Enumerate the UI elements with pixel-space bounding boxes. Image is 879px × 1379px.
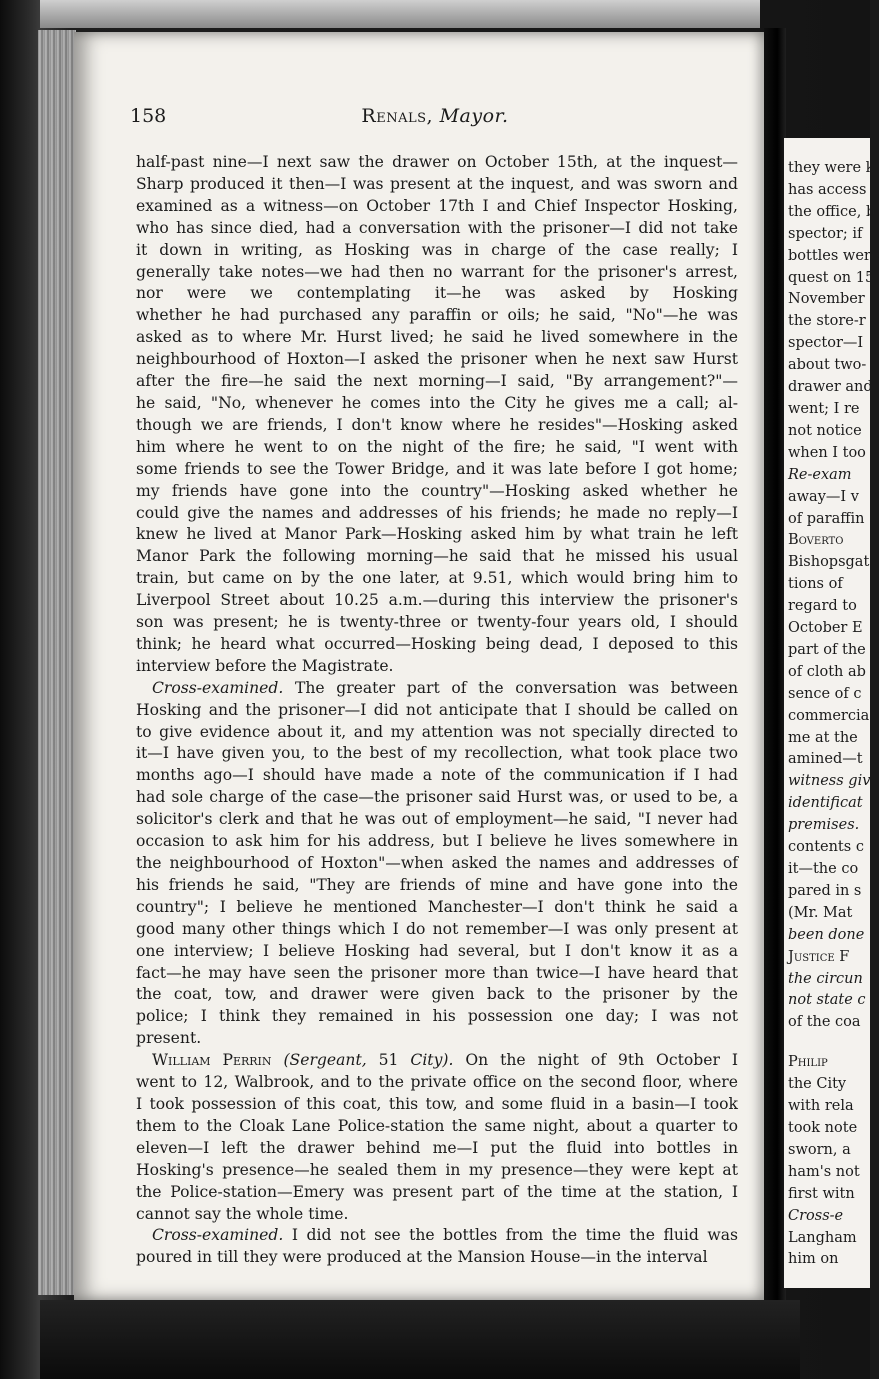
- text-run: (Sergeant,: [283, 1051, 367, 1070]
- text-run: country"; I believe he mentioned Manchester—I don't think he said a: [136, 897, 738, 916]
- text-run: City).: [410, 1051, 454, 1070]
- text-run: his friends he said, "They are friends of mine and have gone into the: [136, 875, 738, 894]
- facing-text-line: spector—I: [788, 335, 864, 352]
- facing-text-line: spector; if: [788, 225, 863, 242]
- page-header: [130, 105, 740, 135]
- text-line: [136, 1116, 738, 1138]
- facing-text-line: Langham: [788, 1229, 857, 1246]
- text-run: Hosking and the prisoner—I did not anticipate that I should be called on: [136, 700, 738, 719]
- facing-page-lines: [788, 158, 878, 1271]
- text-run: Cross-examined.: [152, 1226, 284, 1245]
- text-line: [136, 1225, 738, 1247]
- facing-text-line: October E: [788, 620, 863, 637]
- text-line: [136, 897, 738, 919]
- text-line: [136, 1138, 738, 1160]
- text-run: asked as to where Mr. Hurst lived; he said he lived somewhere in the: [136, 328, 738, 347]
- text-line: [136, 612, 738, 634]
- page-body-text: [136, 152, 738, 1269]
- facing-text-line: me at the: [788, 729, 858, 746]
- text-run: interview before the Magistrate.: [136, 656, 394, 675]
- text-line: [136, 941, 738, 963]
- text-run: could give the names and addresses of his friends; he made no reply—I: [136, 503, 738, 522]
- facing-text-line: the office, b: [788, 203, 876, 220]
- text-run: I did not see the bottles from the time the fluid was: [283, 1226, 738, 1245]
- text-line: [136, 1182, 738, 1204]
- facing-text-line: away—I v: [788, 488, 859, 505]
- text-run: the coat, tow, and drawer were given back to the prisoner by the: [136, 985, 738, 1004]
- text-line: [136, 1028, 738, 1050]
- text-line: [136, 743, 738, 765]
- text-run: think; he heard what occurred—Hosking being dead, I deposed to this: [136, 634, 738, 653]
- text-run: the Police-station—Emery was present part of the time at the station, I: [136, 1182, 738, 1201]
- text-run: 51: [366, 1051, 411, 1070]
- facing-text-line: contents c: [788, 839, 864, 856]
- facing-text-line: drawer and: [788, 379, 873, 396]
- text-line: [136, 1247, 738, 1269]
- text-line: [136, 546, 738, 568]
- text-run: my friends have gone into the country"—Hosking asked whether he: [136, 481, 738, 500]
- text-run: Cross-examined.: [152, 678, 284, 697]
- facing-text-line: Philip: [788, 1054, 828, 1071]
- text-run: I took possession of this coat, this tow, and some fluid in a basin—I took: [136, 1094, 738, 1113]
- facing-text-line: bottles were: [788, 247, 879, 264]
- facing-text-line: premises.: [788, 817, 860, 834]
- text-line: [136, 634, 738, 656]
- facing-text-line: regard to: [788, 598, 857, 615]
- text-run: half-past nine—I next saw the drawer on October 15th, at the inquest—: [136, 153, 738, 171]
- facing-text-line: of paraffin: [788, 510, 865, 527]
- text-line: [136, 152, 738, 174]
- text-line: [136, 415, 738, 437]
- text-line: [136, 327, 738, 349]
- text-line: [136, 984, 738, 1006]
- running-head: [130, 105, 740, 127]
- text-run: neighbourhood of Hoxton—I asked the prisoner when he next saw Hurst: [136, 350, 738, 369]
- text-run: cannot say the whole time.: [136, 1204, 349, 1223]
- facing-text-line: identificat: [788, 795, 863, 812]
- text-run: eleven—I left the drawer behind me—I put the fluid into bottles in: [136, 1138, 738, 1157]
- facing-text-line: they were k: [788, 160, 875, 176]
- facing-text-line: Boverto: [788, 532, 844, 549]
- text-line: [136, 853, 738, 875]
- facing-text-line: the circun: [788, 970, 863, 987]
- text-line: [136, 809, 738, 831]
- text-line: [136, 349, 738, 371]
- text-run: he said, "No, whenever he comes into the City he gives me a call; al-: [136, 393, 738, 412]
- text-line: [136, 875, 738, 897]
- text-run: poured in till they were produced at the Mansion House—in the interval: [136, 1248, 708, 1267]
- text-run: occasion to ask him for his address, but I believe he lives somewhere in: [136, 832, 738, 851]
- text-run: went to 12, Walbrook, and to the private office on the second floor, where: [136, 1073, 738, 1092]
- text-line: [136, 831, 738, 853]
- text-line: [136, 568, 738, 590]
- text-line: [136, 765, 738, 787]
- facing-text-line: commercia: [788, 707, 870, 724]
- facing-text-line: the City: [788, 1076, 847, 1093]
- text-run: solicitor's clerk and that he was out of employment—he said, "I never had: [136, 810, 738, 829]
- text-run: present.: [136, 1029, 202, 1048]
- previous-page-edge: [40, 0, 760, 28]
- facing-text-line: Re-exam: [788, 466, 852, 483]
- text-run: William Perrin: [152, 1051, 272, 1070]
- facing-text-line: him on: [788, 1251, 839, 1268]
- text-line: [136, 393, 738, 415]
- text-line: [136, 722, 738, 744]
- facing-text-line: the store-r: [788, 313, 866, 330]
- text-line: [136, 678, 738, 700]
- facing-text-line: with rela: [788, 1098, 854, 1115]
- text-run: them to the Cloak Lane Police-station the same night, about a quarter to: [136, 1116, 738, 1135]
- page-number: 158: [130, 105, 167, 127]
- text-run: Liverpool Street about 10.25 a.m.—during this interview the prisoner's: [136, 591, 738, 610]
- text-line: [136, 371, 738, 393]
- text-run: it—I have given you, to the best of my recollection, what took place two: [136, 744, 738, 763]
- text-run: after the fire—he said the next morning—I said, "By arrangement?"—: [136, 372, 738, 391]
- facing-text-line: amined—t: [788, 751, 863, 768]
- text-run: son was present; he is twenty-three or twenty-four years old, I should: [136, 613, 738, 632]
- text-run: Hosking's presence—he sealed them in my presence—they were kept at: [136, 1160, 738, 1179]
- text-line: [136, 262, 738, 284]
- text-line: [136, 700, 738, 722]
- text-line: [136, 174, 738, 196]
- text-run: him where he went to on the night of the fire; he said, "I went with: [136, 437, 738, 456]
- text-run: good many other things which I do not remember—I was only present at: [136, 919, 738, 938]
- facing-text-line: ham's not: [788, 1163, 860, 1180]
- facing-text-line: has access: [788, 181, 867, 198]
- facing-text-line: not state c: [788, 992, 866, 1009]
- facing-text-line: pared in s: [788, 882, 862, 899]
- text-run: it down in writing, as Hosking was in charge of the case really; I: [136, 240, 738, 259]
- facing-text-line: it—the co: [788, 861, 859, 877]
- text-run: had sole charge of the case—the prisoner said Hurst was, or used to be, a: [136, 788, 738, 807]
- text-line: [136, 1094, 738, 1116]
- text-line: [136, 437, 738, 459]
- text-line: [136, 283, 738, 305]
- book-gutter: [764, 28, 786, 1308]
- facing-text-line: part of the: [788, 641, 866, 658]
- text-run: Manor Park the following morning—he said that he missed his usual: [136, 547, 738, 566]
- bottom-edge: [40, 1300, 800, 1379]
- text-run: months ago—I should have made a note of the communication if I had: [136, 766, 738, 785]
- running-head-name: Renals,: [361, 105, 434, 127]
- text-line: [136, 1160, 738, 1182]
- facing-text-line: of cloth ab: [788, 663, 866, 680]
- text-line: [136, 240, 738, 262]
- facing-text-line: went; I re: [788, 400, 860, 417]
- facing-text-line: of the coa: [788, 1014, 861, 1031]
- text-run: the neighbourhood of Hoxton"—when asked the names and addresses of: [136, 854, 738, 872]
- text-line: [136, 459, 738, 481]
- facing-text-line: Bishopsgat: [788, 554, 870, 571]
- facing-text-line: witness giv: [788, 773, 871, 790]
- facing-text-line: (Mr. Mat: [788, 904, 853, 921]
- facing-text-line: sence of c: [788, 685, 862, 702]
- text-line: [136, 656, 738, 678]
- text-line: [136, 963, 738, 985]
- text-run: fact—he may have seen the prisoner more than twice—I have heard that: [136, 963, 738, 982]
- facing-text-line: tions of: [788, 576, 843, 593]
- facing-text-line: about two-: [788, 357, 867, 374]
- text-line: [136, 1050, 738, 1072]
- text-line: [136, 787, 738, 809]
- text-line: [136, 524, 738, 546]
- text-line: [136, 305, 738, 327]
- text-run: Sharp produced it then—I was present at the inquest, and was sworn and: [136, 174, 738, 193]
- facing-text-line: sworn, a: [788, 1141, 851, 1158]
- facing-text-line: Justice F: [788, 948, 850, 965]
- text-run: who has since died, had a conversation with the prisoner—I did not take: [136, 218, 738, 237]
- text-run: The greater part of the conversation was between: [283, 678, 738, 697]
- facing-text-line: first witn: [788, 1185, 855, 1202]
- facing-text-line: November: [788, 291, 865, 308]
- facing-text-line: Cross-e: [788, 1207, 844, 1224]
- text-line: [136, 1006, 738, 1028]
- facing-text-line: not notice: [788, 422, 862, 439]
- text-run: generally take notes—we had then no warrant for the prisoner's arrest,: [136, 262, 738, 281]
- text-run: one interview; I believe Hosking had several, but I don't know it as a: [136, 941, 738, 960]
- text-line: [136, 481, 738, 503]
- text-run: whether he had purchased any paraffin or oils; he said, "No"—he was: [136, 306, 738, 325]
- text-line: [136, 218, 738, 240]
- text-line: [136, 919, 738, 941]
- text-run: On the night of 9th October I: [453, 1051, 738, 1070]
- facing-text-line: quest on 15: [788, 269, 875, 286]
- text-line: [136, 590, 738, 612]
- text-line: [136, 1204, 738, 1226]
- running-head-title: Mayor.: [439, 105, 509, 127]
- facing-text-line: been done: [788, 926, 865, 943]
- text-run: examined as a witness—on October 17th I and Chief Inspector Hosking,: [136, 196, 738, 215]
- book-binding-edge: [38, 30, 76, 1295]
- text-line: [136, 1072, 738, 1094]
- facing-text-line: took note: [788, 1119, 858, 1136]
- text-line: [136, 196, 738, 218]
- text-run: though we are friends, I don't know where he resides"—Hosking asked: [136, 415, 738, 434]
- text-run: train, but came on by the one later, at 9.51, which would bring him to: [136, 569, 738, 588]
- text-run: nor were we contemplating it—he was asked by Hosking: [136, 284, 738, 303]
- text-run: some friends to see the Tower Bridge, and it was late before I got home;: [136, 459, 738, 478]
- facing-page-fragment: [784, 138, 879, 1288]
- text-run: to give evidence about it, and my attention was not specially directed to: [136, 722, 738, 741]
- text-run: police; I think they remained in his possession one day; I was not: [136, 1007, 738, 1026]
- facing-text-line: when I too: [788, 444, 866, 461]
- text-line: [136, 503, 738, 525]
- text-run: knew he lived at Manor Park—Hosking asked him by what train he left: [136, 525, 738, 544]
